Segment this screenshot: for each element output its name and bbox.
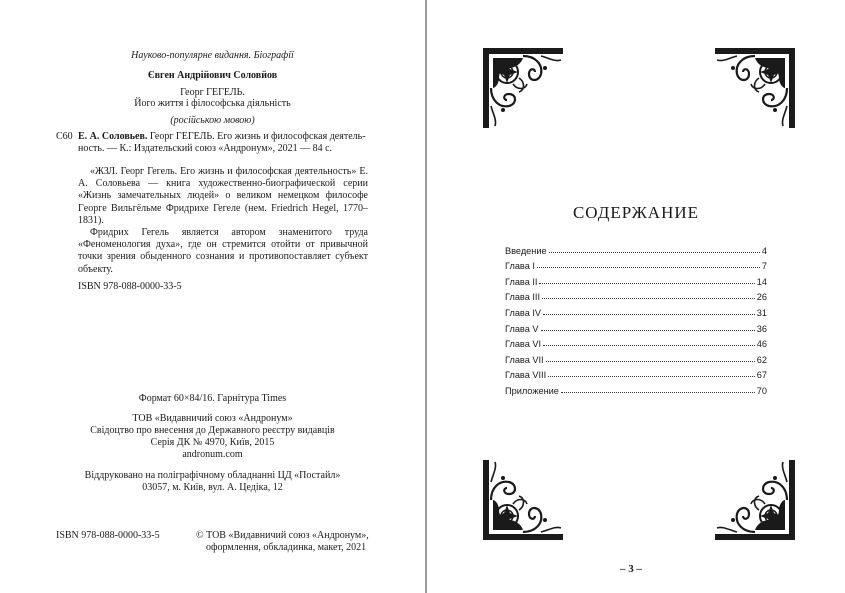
- toc-entry-label: Глава II: [505, 276, 538, 287]
- edition-type: Науково-популярне видання. Біографії: [131, 50, 294, 61]
- toc-entry-page: 14: [756, 276, 767, 287]
- toc-entry-label: Глава VI: [505, 339, 542, 350]
- bib-author: Е. А. Соловьев.: [78, 131, 148, 142]
- toc-entry[interactable]: [505, 271, 767, 287]
- toc-entry[interactable]: [505, 349, 767, 365]
- annotation: [78, 166, 368, 276]
- bib-title: Георг ГЕГЕЛЬ. Его жизнь и философская деятель-: [149, 131, 366, 142]
- bibliographic-line-2: ность. — К.: Издательский союз «Андронум», 2021 — 84 с.: [78, 143, 333, 154]
- toc-leader-dots: [548, 376, 755, 377]
- ornament-corner-icon: [715, 460, 795, 540]
- toc-entry-page: 7: [761, 261, 767, 272]
- toc-entry-label: Глава V: [505, 323, 539, 334]
- toc-leader-dots: [549, 252, 760, 253]
- toc-entry-label: Глава III: [505, 292, 541, 303]
- toc-leader-dots: [542, 298, 755, 299]
- book-title: Георг ГЕГЕЛЬ.: [180, 87, 245, 98]
- author-name: Євген Андрійович Соловйов: [147, 70, 278, 81]
- copyright-details: оформлення, обкладинка, макет, 2021: [206, 542, 367, 553]
- page-number: – 3 –: [620, 563, 642, 575]
- toc-leader-dots: [543, 345, 755, 346]
- publisher-website: andronum.com: [182, 449, 243, 460]
- toc-entry-label: Глава I: [505, 261, 535, 272]
- annotation-paragraph-2: Фридрих Гегель является автором знаменитого труда «Феноменология духа», где он стремится отойти от привычной точки зрения обыденного сознания и противопоставляет субъект объекту.: [78, 227, 368, 275]
- toc-entry[interactable]: [505, 318, 767, 334]
- toc-entry-label: Глава IV: [505, 307, 542, 318]
- format-info: Формат 60×84/16. Гарнітура Times: [138, 393, 287, 404]
- ornament-corner-icon: [715, 48, 795, 128]
- toc-entry[interactable]: [505, 380, 767, 396]
- printer-info: Віддруковано на поліграфічному обладнанні ЦД «Постайл»: [84, 470, 341, 481]
- toc-entry-page: 46: [756, 339, 767, 350]
- toc-leader-dots: [546, 361, 755, 362]
- toc-entry-page: 31: [756, 307, 767, 318]
- isbn: ISBN 978-088-0000-33-5: [78, 281, 182, 292]
- language-note: (російською мовою): [170, 115, 255, 126]
- bibliographic-line-1: [78, 131, 366, 143]
- contents-title: СОДЕРЖАНИЕ: [572, 203, 700, 222]
- toc-entry[interactable]: [505, 287, 767, 303]
- toc-entry-label: Глава VIII: [505, 370, 547, 381]
- toc-entry-label: Глава VII: [505, 354, 544, 365]
- toc-entry-page: 36: [756, 323, 767, 334]
- ornament-corner-icon: [483, 48, 563, 128]
- toc-leader-dots: [537, 267, 760, 268]
- publisher-series: Серія ДК № 4970, Київ, 2015: [150, 437, 275, 448]
- toc-leader-dots: [543, 314, 755, 315]
- toc-entry-label: Введение: [505, 245, 547, 256]
- publisher-name: ТОВ «Видавничий союз «Андронум»: [132, 413, 293, 424]
- toc-entry-page: 4: [761, 245, 767, 256]
- ornament-corner-icon: [483, 460, 563, 540]
- toc-entry-page: 62: [756, 354, 767, 365]
- toc-entry-page: 26: [756, 292, 767, 303]
- toc-entry[interactable]: [505, 334, 767, 350]
- printer-address: 03057, м. Київ, вул. А. Цедіка, 12: [142, 482, 283, 493]
- annotation-paragraph-1: «ЖЗЛ. Георг Гегель. Его жизнь и философская деятельность» Е. А. Соловьева — книга художественно-биографической серии «Жизнь замечательных людей» о великом немецком философе Гeорге Вильгёльме Фридрихе Гегеле (нем. Friedrich Hegel, 1770–1831).: [78, 166, 368, 226]
- toc-entry[interactable]: [505, 240, 767, 256]
- library-code: С60: [56, 131, 73, 142]
- publisher-certificate: Свідоцтво про внесення до Державного реєстру видавців: [90, 425, 335, 436]
- toc-leader-dots: [561, 392, 755, 393]
- isbn-bottom: ISBN 978-088-0000-33-5: [56, 530, 160, 541]
- toc-entry[interactable]: [505, 365, 767, 381]
- book-subtitle: Його життя і філософська діяльність: [134, 98, 291, 109]
- copyright-line: © ТОВ «Видавничий союз «Андронум»,: [196, 530, 369, 541]
- toc-entry-label: Приложение: [505, 385, 559, 396]
- toc-leader-dots: [539, 283, 754, 284]
- toc-entry-page: 67: [756, 370, 767, 381]
- toc-entry[interactable]: [505, 256, 767, 272]
- toc-leader-dots: [541, 330, 755, 331]
- toc-entry-page: 70: [756, 385, 767, 396]
- toc-entry[interactable]: [505, 302, 767, 318]
- table-of-contents: [505, 240, 767, 396]
